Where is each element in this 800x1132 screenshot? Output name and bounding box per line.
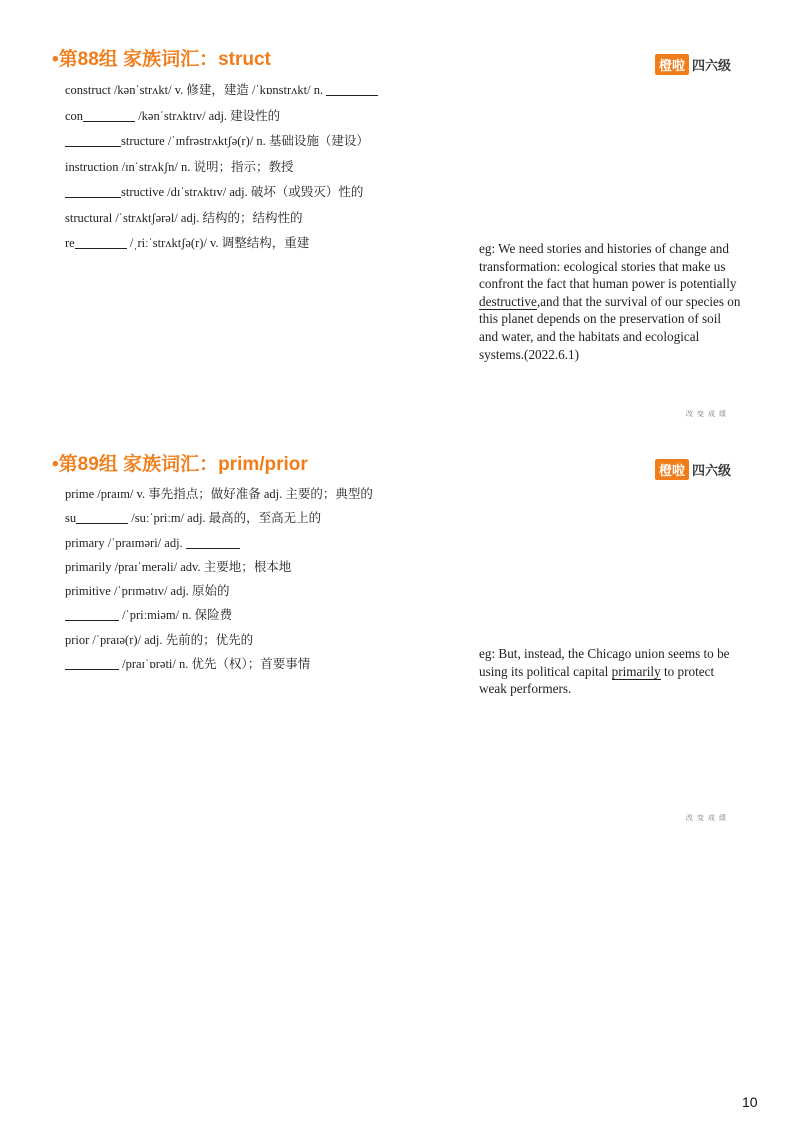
answer-blank: [65, 132, 121, 147]
answer-blank: [75, 234, 127, 249]
word-row: prime /praɪm/ v. 事先指点；做好准备 adj. 主要的；典型的: [65, 487, 373, 501]
word-row: /praɪˈɒrəti/ n. 优先（权）；首要事情: [65, 652, 465, 676]
word-row: structural /ˈstrʌktʃərəl/ adj. 结构的；结构性的: [65, 210, 303, 225]
word-row: structive /dɪˈstrʌktɪv/ adj. 破坏（或毁灭）性的: [65, 180, 465, 206]
brand-badge: 橙啦: [655, 54, 689, 75]
answer-blank: [83, 107, 135, 122]
brand-logo-88: [655, 54, 731, 75]
answer-blank: [65, 655, 119, 670]
answer-blank: [65, 183, 121, 198]
word-row: prior /ˈpraɪə(r)/ adj. 先前的；优先的: [65, 632, 254, 647]
answer-blank: [186, 534, 240, 549]
example-sentence-88: eg: We need stories and histories of change and transformation: ecological stories that make us confront the fact that human power is potentially destructive,and that the survival of our species on this planet depends on the preservation of soil and water, and the habitats and ecological systems.(2022.6.1): [479, 241, 741, 362]
footer-watermark-88: 改变成绩: [686, 410, 730, 418]
word-row: re /ˌriːˈstrʌktʃə(r)/ v. 调整结构，重建: [65, 236, 310, 250]
brand-text: 四六级: [692, 464, 732, 479]
page-number: 10: [742, 1094, 758, 1110]
word-row: con /kənˈstrʌktɪv/ adj. 建设性的: [65, 108, 281, 123]
brand-text: 四六级: [692, 59, 732, 74]
word-row: primarily /praɪˈmerəli/ adv. 主要地；根本地: [65, 559, 292, 574]
word-row: construct /kənˈstrʌkt/ v. 修建，建造 /ˈkɒnstrʌkt/ n.: [65, 78, 465, 104]
word-row: primitive /ˈprɪmətɪv/ adj. 原始的: [65, 584, 230, 599]
word-row: primary /ˈpraɪməri/ adj.: [65, 531, 465, 555]
word-list-89: [65, 482, 465, 676]
brand-logo-89: [655, 459, 731, 480]
section-title-89: •第89组 家族词汇：prim/prior: [52, 454, 308, 475]
word-row: instruction /ɪnˈstrʌkʃn/ n. 说明；指示；教授: [65, 159, 294, 174]
word-row: /ˈpriːmiəm/ n. 保险费: [65, 603, 465, 627]
footer-watermark-89: 改变成绩: [686, 814, 730, 822]
section-title-88: •第88组 家族词汇：struct: [52, 49, 271, 70]
brand-badge: 橙啦: [655, 459, 689, 480]
word-row: structure /ˈɪnfrəstrʌktʃə(r)/ n. 基础设施（建设）: [65, 129, 465, 155]
answer-blank: [326, 81, 378, 96]
highlighted-word: destructive: [479, 293, 537, 309]
word-list-88: [65, 78, 465, 257]
highlighted-word: primarily: [611, 663, 661, 679]
example-sentence-89: eg: But, instead, the Chicago union seems to be using its political capital primarily to protect weak performers.: [479, 646, 730, 697]
answer-blank: [76, 509, 128, 524]
word-row: su /suːˈpriːm/ adj. 最高的，至高无上的: [65, 511, 322, 526]
answer-blank: [65, 606, 119, 621]
